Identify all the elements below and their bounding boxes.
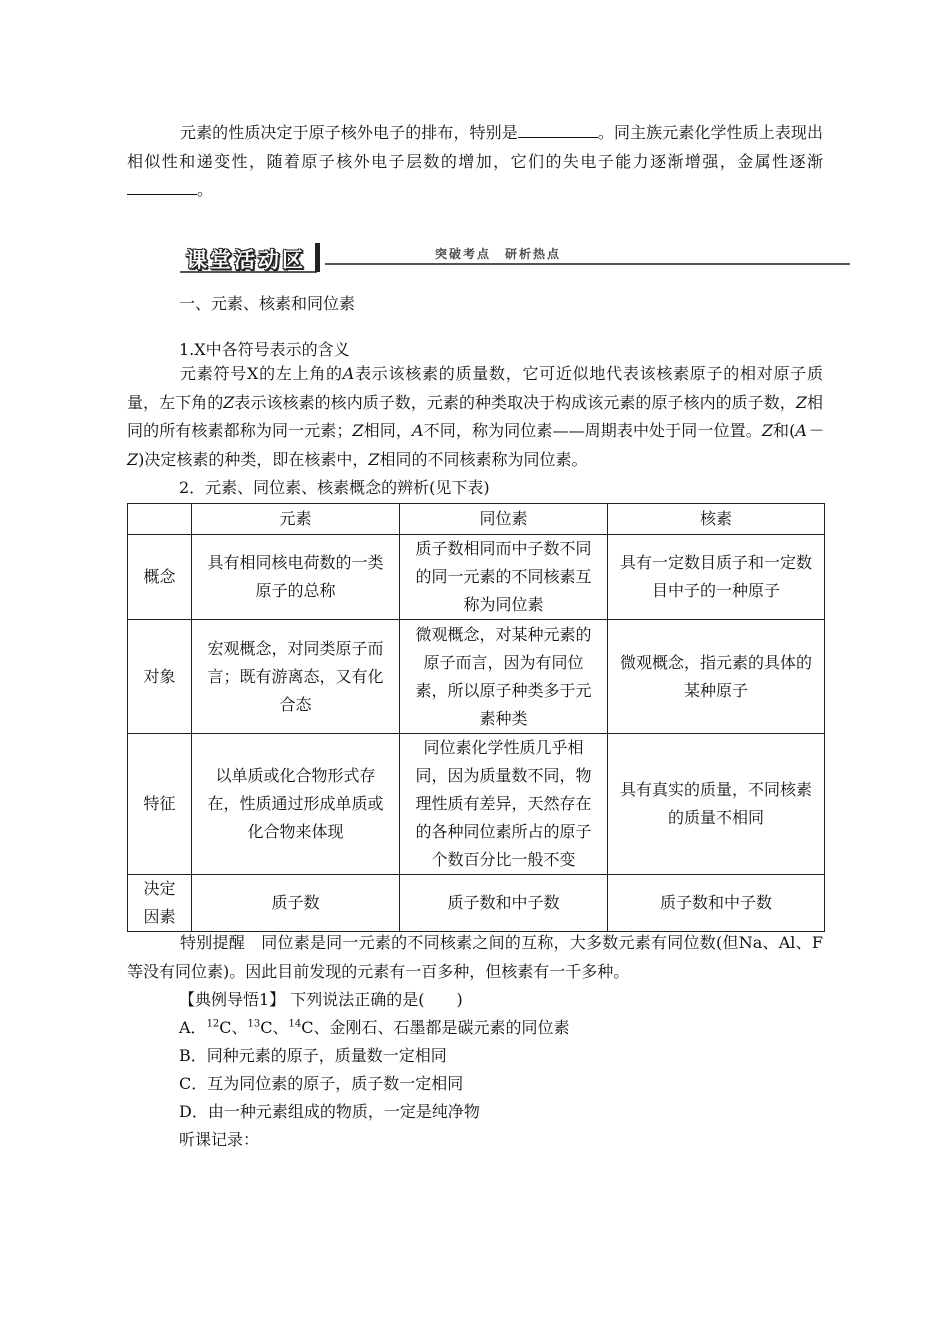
item2-title: 2．元素、同位素、核素概念的辨析(见下表) (179, 478, 490, 497)
special-tip (127, 929, 823, 986)
table-cell: 具有相同核电荷数的一类原子的总称 (192, 535, 400, 620)
table-cell: 同位素化学性质几乎相同，因为质量数不同，物理性质有差异，天然存在的各种同位素所占的原子个数百分比一般不变 (400, 734, 608, 875)
table-header-cell: 元素 (192, 504, 400, 535)
symbol-z: Z (352, 421, 364, 440)
mass-number: 13 (247, 1018, 261, 1030)
item1-body (127, 360, 823, 474)
example-question (179, 987, 463, 1010)
table-header-row (128, 504, 825, 535)
example-label: 【典例导悟1】 (179, 990, 286, 1009)
table-cell: 质子数和中子数 (400, 875, 608, 932)
mass-number: 14 (288, 1018, 302, 1030)
table-cell: 具有真实的质量，不同核素的质量不相同 (608, 734, 825, 875)
table-row (128, 734, 825, 875)
mass-number: 12 (206, 1018, 220, 1030)
intro-text-3: 。 (197, 180, 214, 199)
example-question-text: 下列说法正确的是( ) (290, 990, 463, 1009)
symbol-a: A (342, 364, 355, 383)
option-a-text: A． (179, 1018, 207, 1037)
row-label: 概念 (128, 535, 192, 620)
table-cell: 质子数相同而中子数不同的同一元素的不同核素互称为同位素 (400, 535, 608, 620)
option-c[interactable]: C．互为同位素的原子，质子数一定相同 (179, 1074, 464, 1093)
option-a-text: C、金刚石、石墨都是碳元素的同位素 (301, 1018, 570, 1037)
table-cell: 宏观概念，对同类原子而言；既有游离态，又有化合态 (192, 620, 400, 734)
symbol-a-minus-z: A－Z (127, 421, 823, 469)
item1-text: 表示该核素的核内质子数，元素的种类取决于构成该元素的原子核内的质子数， (234, 392, 796, 412)
option-d[interactable]: D．由一种元素组成的物质，一定是纯净物 (179, 1102, 480, 1121)
table-cell: 微观概念，对某种元素的原子而言，因为有同位素，所以原子种类多于元素种类 (400, 620, 608, 734)
item1-text: 表示该核素的质量数，它可近似地代表该核素原子的相对原子质量，左下角的 (127, 364, 823, 412)
item1-text: 元素符号X的左上角的 (180, 364, 343, 383)
intro-text-1: 元素的性质决定于原子核外电子的排布，特别是 (180, 123, 518, 142)
table-row (128, 535, 825, 620)
option-a-text: C、 (219, 1018, 248, 1037)
comparison-table (127, 503, 825, 932)
symbol-z: Z (795, 392, 807, 412)
table-header-cell: 核素 (608, 504, 825, 535)
table-cell: 质子数和中子数 (608, 875, 825, 932)
item1-text: )决定核素的种类，即在核素中， (138, 449, 369, 469)
notes-label: 听课记录： (179, 1130, 260, 1149)
fill-blank-1[interactable] (518, 123, 598, 138)
symbol-z: Z (223, 392, 235, 412)
option-a[interactable] (179, 1015, 570, 1038)
symbol-z: Z (368, 449, 380, 469)
table-cell: 以单质或化合物形式存在，性质通过形成单质或化合物来体现 (192, 734, 400, 875)
banner-rule (325, 263, 850, 265)
banner-subtitle: 突破考点 研析热点 (435, 247, 562, 261)
table-cell: 微观概念，指元素的具体的某种原子 (608, 620, 825, 734)
banner-divider (315, 243, 320, 272)
option-b[interactable]: B．同种元素的原子，质量数一定相同 (179, 1046, 447, 1065)
row-label: 对象 (128, 620, 192, 734)
section-banner (180, 240, 850, 276)
row-label: 决定因素 (128, 875, 192, 932)
item1-text: 不同，称为同位素——周期表中处于同一位置。 (423, 421, 762, 440)
tip-text: 同位素是同一元素的不同核素之间的互称，大多数元素有同位数(但Na、Al、F等没有同位素)。因此目前发现的元素有一百多种，但核素有一千多种。 (127, 933, 823, 981)
table-row (128, 875, 825, 932)
table-cell: 具有一定数目质子和一定数目中子的一种原子 (608, 535, 825, 620)
symbol-z: Z (761, 421, 773, 440)
table-row (128, 620, 825, 734)
table-header-cell: 同位素 (400, 504, 608, 535)
table-cell: 质子数 (192, 875, 400, 932)
intro-text-2: 。同主族元素化学性质上表现出相似性和递变性，随着原子核外电子层数的增加，它们的失电子能力逐渐增强，金属性逐渐 (127, 123, 823, 171)
fill-blank-2[interactable] (127, 180, 197, 195)
item1-text: 和( (772, 421, 796, 440)
symbol-a: A (411, 421, 424, 440)
item1-text: 相同， (363, 421, 412, 440)
item1-text: 相同的所有核素都称为同一元素； (127, 392, 823, 440)
row-label: 特征 (128, 734, 192, 875)
option-a-text: C、 (260, 1018, 289, 1037)
item1-text: 相同的不同核素称为同位素。 (379, 449, 588, 469)
intro-paragraph (127, 119, 823, 205)
section-heading: 一、元素、核素和同位素 (179, 294, 356, 313)
banner-title: 课堂活动区 (186, 248, 306, 272)
tip-label: 特别提醒 (180, 933, 245, 952)
item1-title: 1.X中各符号表示的含义 (179, 340, 350, 359)
table-header-cell (128, 504, 192, 535)
